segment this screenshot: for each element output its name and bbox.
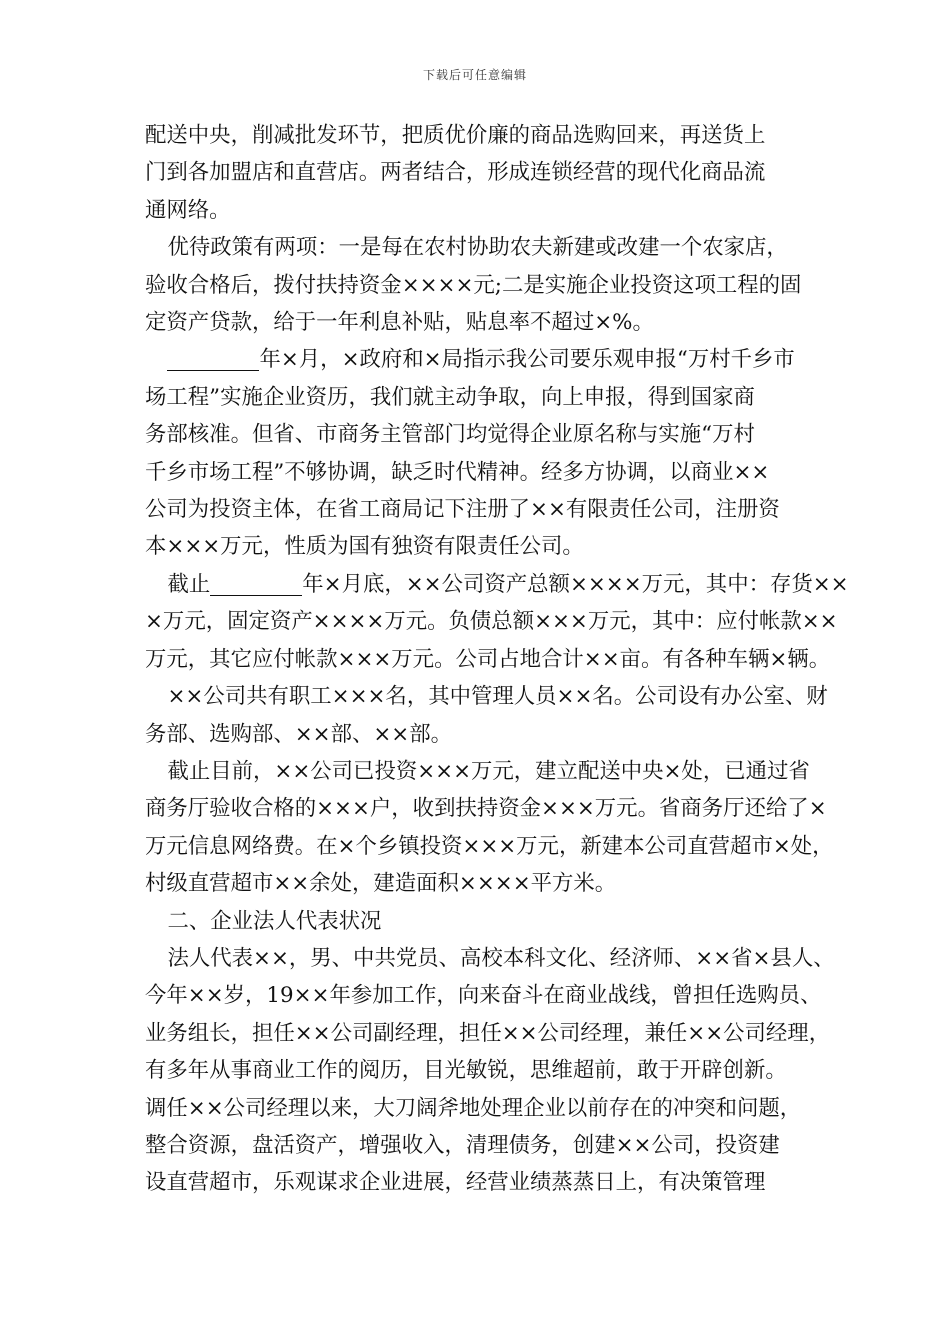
text-line: 通网络。 bbox=[145, 197, 231, 223]
text-line: 商务厅验收合格的×××户，收到扶持资金×××万元。省商务厅还给了× bbox=[145, 796, 827, 822]
text-line: ××公司共有职工×××名，其中管理人员××名。公司设有办公室、财 bbox=[167, 684, 828, 710]
text-line: 定资产贷款，给于一年利息补贴，贴息率不超过×%。 bbox=[145, 310, 654, 336]
text-line: 公司为投资主体，在省工商局记下注册了××有限责任公司，注册资 bbox=[145, 497, 780, 523]
text-line: 业务组长，担任××公司副经理，担任××公司经理，兼任××公司经理， bbox=[145, 1020, 831, 1046]
text-line: 场工程”实施企业资历，我们就主动争取，向上申报，得到国家商 bbox=[145, 384, 755, 410]
text-line: 万元信息网络费。在×个乡镇投资×××万元，新建本公司直营超市×处， bbox=[145, 833, 834, 859]
text-line: 调任××公司经理以来，大刀阔斧地处理企业以前存在的冲突和问题， bbox=[145, 1095, 802, 1121]
paragraph-distribution bbox=[145, 117, 807, 229]
paragraph-preferential-policy bbox=[145, 229, 807, 341]
text-segment: 年×月底，××公司资产总额××××万元，其中：存货×× bbox=[302, 571, 849, 597]
text-line: 门到各加盟店和直营店。两者结合，形成连锁经营的现代化商品流 bbox=[145, 160, 766, 186]
text-line: 万元，其它应付帐款×××万元。公司占地合计××亩。有各种车辆×辆。 bbox=[145, 646, 831, 672]
text-line bbox=[145, 566, 849, 603]
paragraph-registration bbox=[145, 341, 807, 565]
paragraph-staff bbox=[145, 678, 828, 753]
text-line: 今年××岁，19××年参加工作，向来奋斗在商业战线，曾担任选购员、 bbox=[145, 983, 822, 1009]
text-line: 配送中央，削减批发环节，把质优价廉的商品选购回来，再送货上 bbox=[145, 123, 766, 148]
text-segment: 年×月，×政府和×局指示我公司要乐观申报“万村千乡市 bbox=[259, 347, 795, 373]
text-line: 本×××万元，性质为国有独资有限责任公司。 bbox=[145, 534, 584, 560]
text-line: 验收合格后，拨付扶持资金××××元;二是实施企业投资这项工程的固 bbox=[145, 272, 802, 298]
text-line: 法人代表××，男、中共党员、高校本科文化、经济师、××省×县人、 bbox=[167, 945, 835, 971]
paragraph-legal-representative bbox=[145, 940, 835, 1202]
text-line: 截止目前，××公司已投资×××万元，建立配送中央×处，已通过省 bbox=[167, 758, 810, 784]
text-line: 二、企业法人代表状况 bbox=[167, 908, 382, 934]
text-line: 优待政策有两项：一是每在农村协助农夫新建或改建一个农家店， bbox=[167, 235, 788, 261]
section-heading-legal-representative bbox=[145, 903, 807, 940]
text-segment: 截止 bbox=[167, 571, 211, 597]
text-line: 设直营超市，乐观谋求企业进展，经营业绩蒸蒸日上，有决策管理 bbox=[145, 1170, 766, 1196]
page-header-note: 下载后可任意编辑 bbox=[422, 68, 527, 82]
text-line: 务部、选购部、××部、××部。 bbox=[145, 721, 452, 747]
text-line: 务部核准。但省、市商务主管部门均觉得企业原名称与实施“万村 bbox=[145, 422, 755, 448]
text-line: 千乡市场工程”不够协调，缺乏时代精神。经多方协调，以商业×× bbox=[145, 459, 770, 485]
fill-in-blank bbox=[210, 573, 302, 595]
text-line: 有多年从事商业工作的阅历，目光敏锐，思维超前，敢于开辟创新。 bbox=[145, 1058, 787, 1084]
text-line bbox=[145, 341, 807, 378]
paragraph-assets bbox=[145, 566, 849, 678]
document-body bbox=[145, 117, 849, 1202]
fill-in-blank bbox=[167, 349, 259, 371]
paragraph-investment bbox=[145, 753, 834, 903]
text-line: 整合资源，盘活资产，增强收入，清理债务，创建××公司，投资建 bbox=[145, 1132, 780, 1158]
text-line: 村级直营超市××余处，建造面积××××平方米。 bbox=[145, 871, 617, 897]
text-line: ×万元，固定资产××××万元。负债总额×××万元，其中：应付帐款×× bbox=[145, 609, 838, 635]
